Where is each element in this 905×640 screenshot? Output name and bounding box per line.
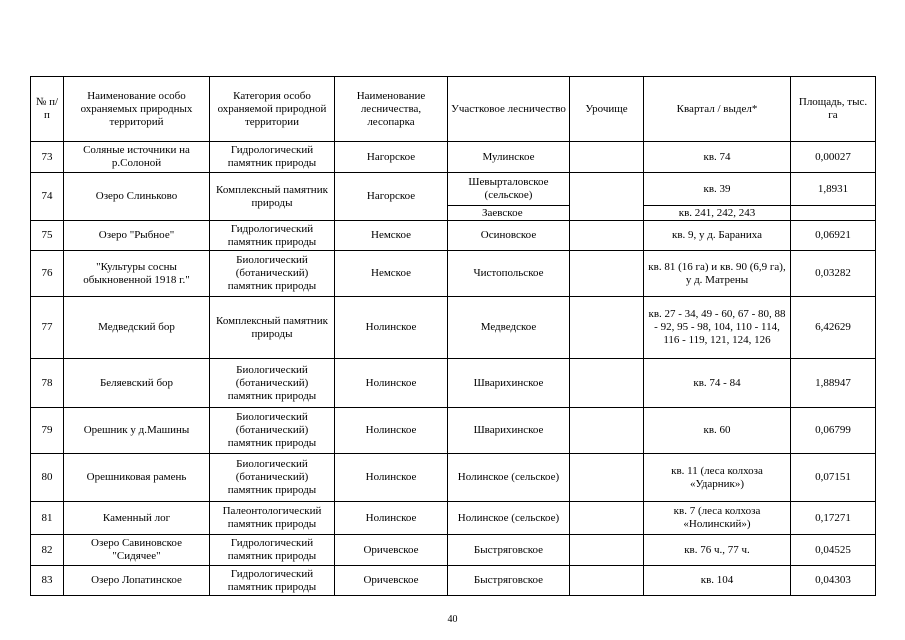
cell-tract [570, 142, 644, 173]
cell-district-forestry: Шварихинское [448, 359, 570, 408]
cell-tract [570, 408, 644, 454]
cell-quarter: кв. 7 (леса колхоза «Нолинский») [644, 502, 791, 535]
table-row [31, 297, 876, 359]
table-row [31, 502, 876, 535]
cell-quarter: кв. 81 (16 га) и кв. 90 (6,9 га), у д. Матрены [644, 251, 791, 297]
cell-tract [570, 251, 644, 297]
cell-category: Биологический (ботанический) памятник природы [210, 359, 335, 408]
cell-tract [570, 535, 644, 566]
header-area-size: Площадь, тыс. га [791, 77, 876, 142]
protected-areas-table [30, 76, 876, 596]
cell-number: 83 [31, 566, 64, 596]
cell-district-forestry: Быстряговское [448, 566, 570, 596]
cell-area-name: Озеро Савиновское "Сидячее" [64, 535, 210, 566]
cell-district-forestry: Шварихинское [448, 408, 570, 454]
cell-quarter: кв. 76 ч., 77 ч. [644, 535, 791, 566]
cell-category: Биологический (ботанический) памятник природы [210, 251, 335, 297]
cell-tract [570, 359, 644, 408]
cell-area-size: 0,07151 [791, 454, 876, 502]
cell-category: Биологический (ботанический) памятник природы [210, 454, 335, 502]
cell-forestry: Нолинское [335, 359, 448, 408]
cell-number: 77 [31, 297, 64, 359]
cell-category: Биологический (ботанический) памятник природы [210, 408, 335, 454]
cell-area-size: 1,88947 [791, 359, 876, 408]
table-row [31, 408, 876, 454]
cell-area-name: Озеро "Рыбное" [64, 221, 210, 251]
cell-area-size [791, 206, 876, 221]
cell-area-name: "Культуры сосны обыкновенной 1918 г." [64, 251, 210, 297]
cell-category: Гидрологический памятник природы [210, 221, 335, 251]
cell-area-size: 0,04525 [791, 535, 876, 566]
table-row [31, 173, 876, 206]
header-forestry: Наименование лесничества, лесопарка [335, 77, 448, 142]
cell-area-size: 0,04303 [791, 566, 876, 596]
cell-number: 81 [31, 502, 64, 535]
header-quarter: Квартал / выдел* [644, 77, 791, 142]
table-row [31, 454, 876, 502]
cell-category: Палеонтологический памятник природы [210, 502, 335, 535]
cell-forestry: Нолинское [335, 408, 448, 454]
cell-district-forestry: Быстряговское [448, 535, 570, 566]
cell-area-size: 0,17271 [791, 502, 876, 535]
cell-number: 75 [31, 221, 64, 251]
cell-district-forestry: Мулинское [448, 142, 570, 173]
table-row [31, 221, 876, 251]
header-category: Категория особо охраняемой природной территории [210, 77, 335, 142]
cell-tract [570, 173, 644, 221]
cell-area-size: 0,03282 [791, 251, 876, 297]
cell-area-name: Беляевский бор [64, 359, 210, 408]
cell-area-size: 1,8931 [791, 173, 876, 206]
table-row [31, 535, 876, 566]
cell-tract [570, 297, 644, 359]
cell-area-size: 6,42629 [791, 297, 876, 359]
cell-area-name: Озеро Лопатинское [64, 566, 210, 596]
cell-tract [570, 502, 644, 535]
cell-forestry: Оричевское [335, 535, 448, 566]
cell-area-name: Озеро Слиньково [64, 173, 210, 221]
cell-district-forestry: Осиновское [448, 221, 570, 251]
cell-tract [570, 454, 644, 502]
table-row [31, 251, 876, 297]
cell-number: 76 [31, 251, 64, 297]
header-district-forestry: Участковое лесничество [448, 77, 570, 142]
cell-number: 82 [31, 535, 64, 566]
table-row [31, 566, 876, 596]
cell-area-name: Каменный лог [64, 502, 210, 535]
cell-district-forestry: Шевырталовское (сельское) [448, 173, 570, 206]
cell-quarter: кв. 39 [644, 173, 791, 206]
header-number: № п/п [31, 77, 64, 142]
cell-forestry: Оричевское [335, 566, 448, 596]
table-row [31, 359, 876, 408]
cell-area-size: 0,06799 [791, 408, 876, 454]
cell-district-forestry: Нолинское (сельское) [448, 454, 570, 502]
cell-quarter: кв. 9, у д. Бараниха [644, 221, 791, 251]
cell-category: Гидрологический памятник природы [210, 566, 335, 596]
cell-number: 80 [31, 454, 64, 502]
cell-area-size: 0,00027 [791, 142, 876, 173]
cell-district-forestry: Медведское [448, 297, 570, 359]
cell-category: Гидрологический памятник природы [210, 535, 335, 566]
cell-area-size: 0,06921 [791, 221, 876, 251]
cell-category: Комплексный памятник природы [210, 297, 335, 359]
cell-tract [570, 566, 644, 596]
cell-forestry: Нолинское [335, 502, 448, 535]
cell-number: 78 [31, 359, 64, 408]
cell-area-name: Орешниковая рамень [64, 454, 210, 502]
cell-district-forestry: Заевское [448, 206, 570, 221]
cell-number: 73 [31, 142, 64, 173]
cell-forestry: Нолинское [335, 297, 448, 359]
table-row [31, 142, 876, 173]
cell-quarter: кв. 104 [644, 566, 791, 596]
cell-tract [570, 221, 644, 251]
cell-district-forestry: Чистопольское [448, 251, 570, 297]
cell-quarter: кв. 11 (леса колхоза «Ударник») [644, 454, 791, 502]
cell-quarter: кв. 27 - 34, 49 - 60, 67 - 80, 88 - 92, 95 - 98, 104, 110 - 114, 116 - 119, 121, 124, 126 [644, 297, 791, 359]
cell-district-forestry: Нолинское (сельское) [448, 502, 570, 535]
cell-forestry: Нолинское [335, 454, 448, 502]
cell-area-name: Медведский бор [64, 297, 210, 359]
cell-area-name: Орешник у д.Машины [64, 408, 210, 454]
cell-quarter: кв. 241, 242, 243 [644, 206, 791, 221]
page-number: 40 [447, 614, 458, 625]
cell-forestry: Немское [335, 251, 448, 297]
cell-forestry: Немское [335, 221, 448, 251]
cell-quarter: кв. 60 [644, 408, 791, 454]
cell-quarter: кв. 74 - 84 [644, 359, 791, 408]
cell-category: Гидрологический памятник природы [210, 142, 335, 173]
header-row [31, 77, 876, 142]
cell-quarter: кв. 74 [644, 142, 791, 173]
cell-category: Комплексный памятник природы [210, 173, 335, 221]
cell-number: 79 [31, 408, 64, 454]
cell-number: 74 [31, 173, 64, 221]
cell-forestry: Нагорское [335, 142, 448, 173]
cell-area-name: Соляные источники на р.Солоной [64, 142, 210, 173]
header-tract: Урочище [570, 77, 644, 142]
header-area-name: Наименование особо охраняемых природных территорий [64, 77, 210, 142]
cell-forestry: Нагорское [335, 173, 448, 221]
